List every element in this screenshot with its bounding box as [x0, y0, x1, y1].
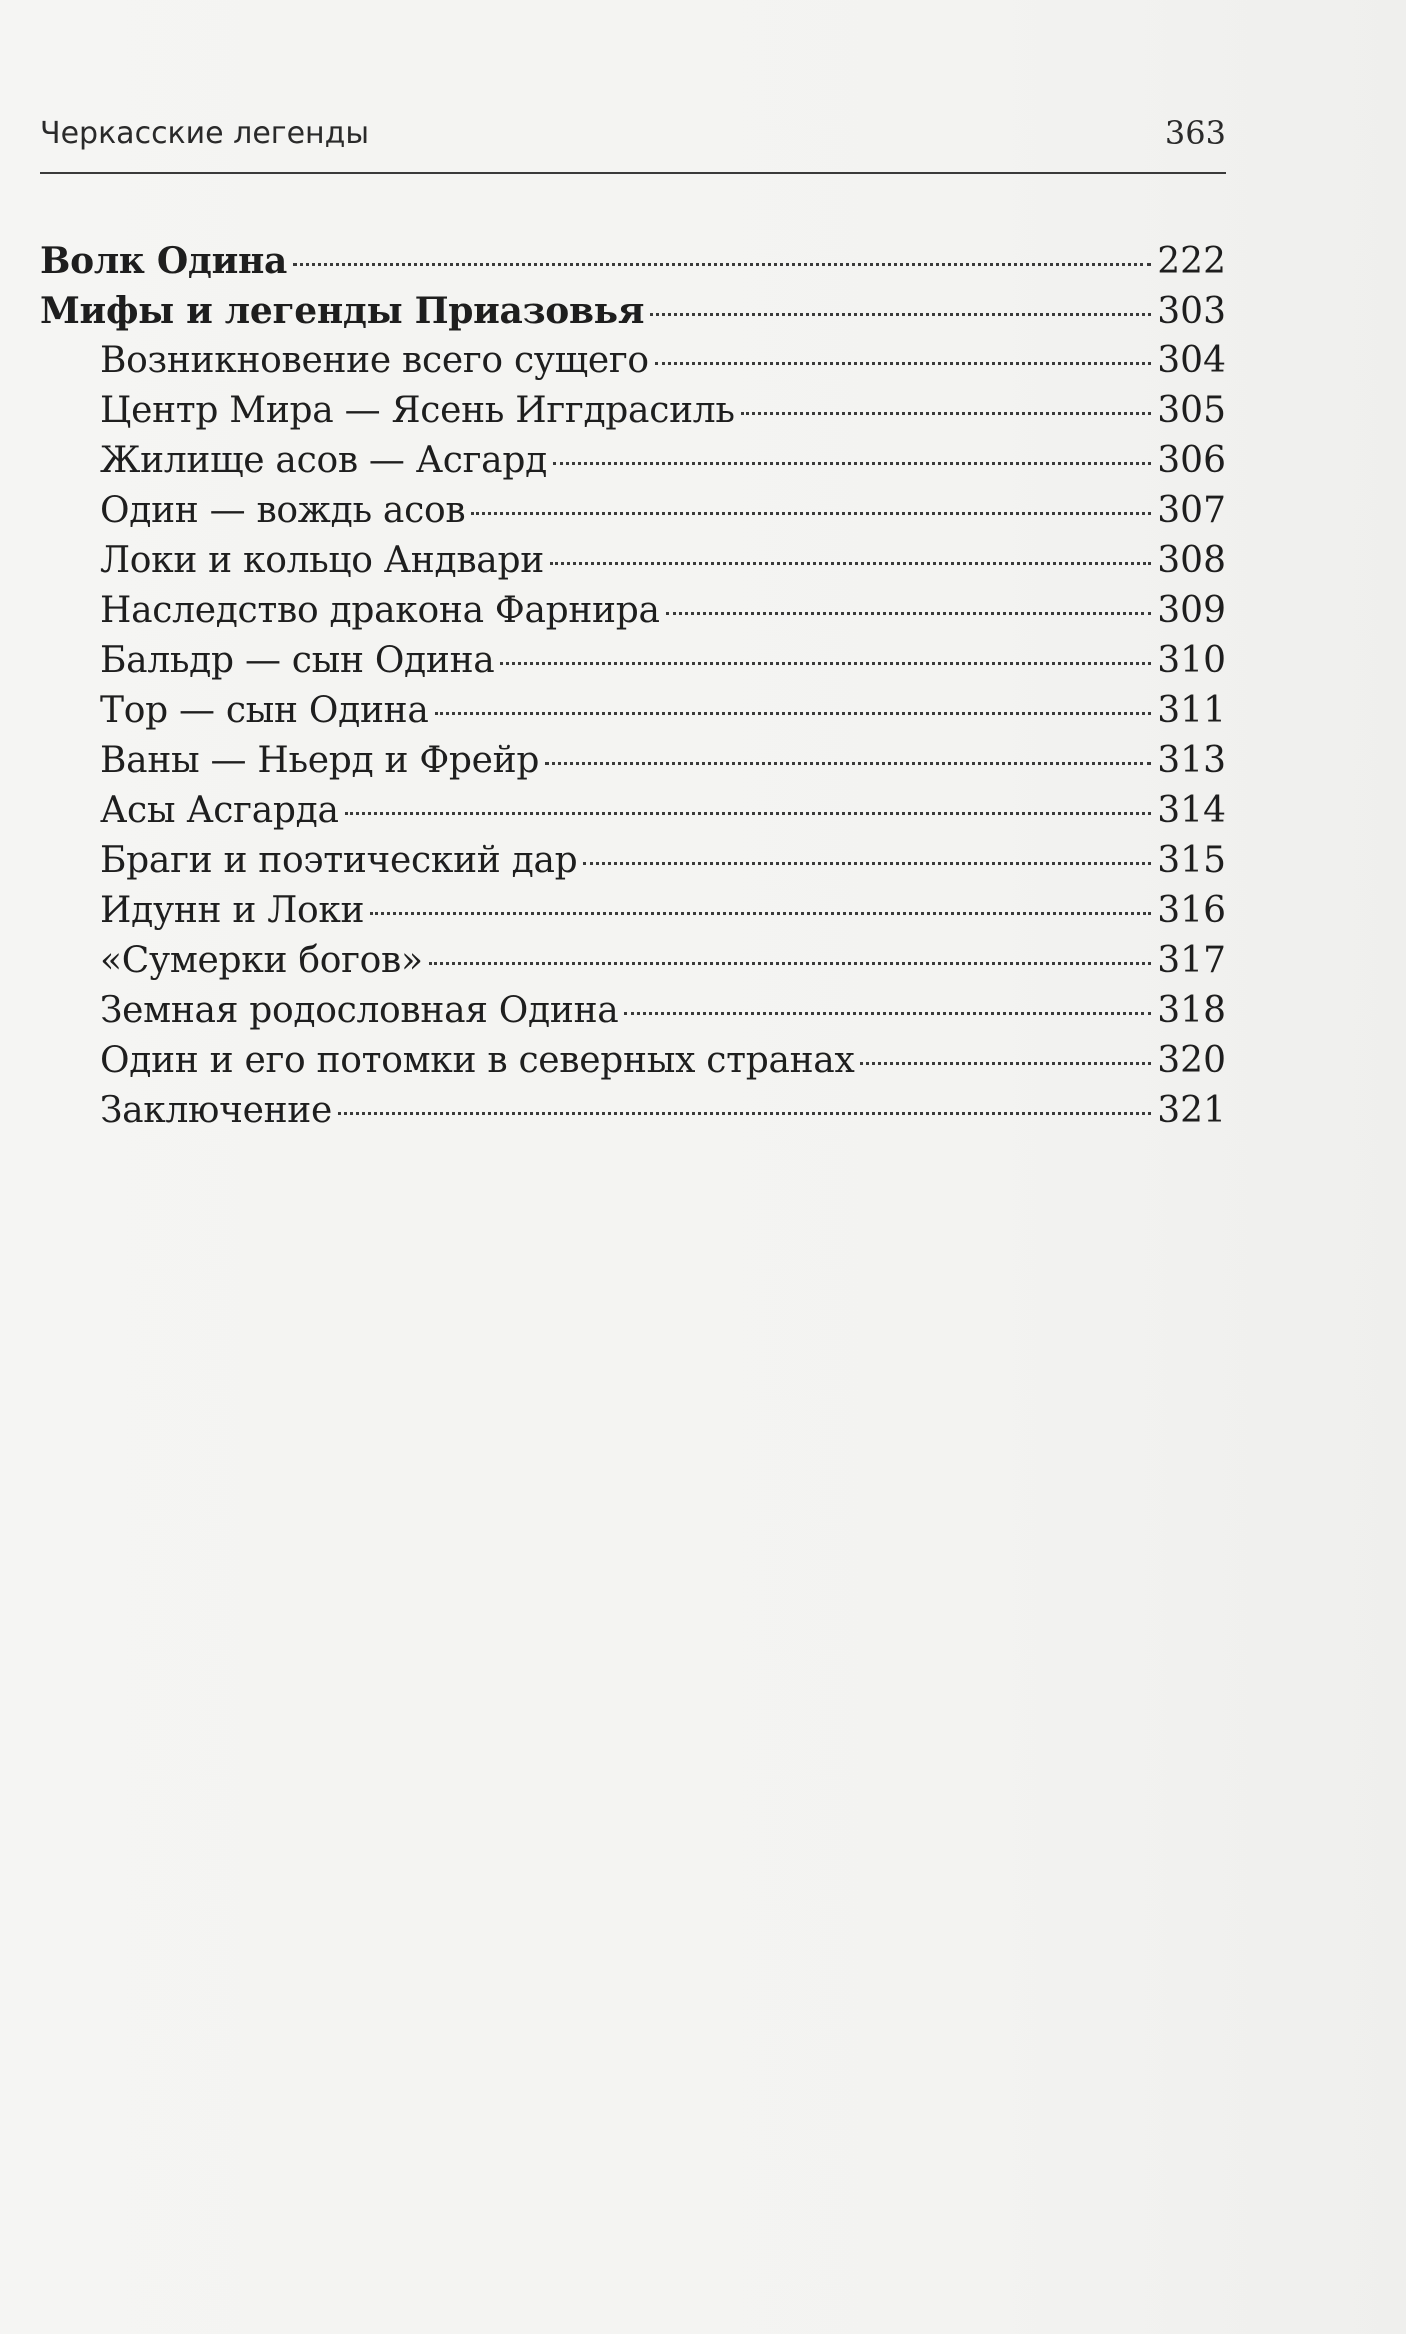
toc-entry-page: 222	[1157, 241, 1226, 282]
dot-leader	[370, 912, 1151, 915]
toc-entry-page: 321	[1157, 1090, 1226, 1131]
dot-leader	[500, 662, 1151, 665]
toc-entry-title: Тор — сын Одина	[100, 690, 429, 731]
table-of-contents	[40, 240, 1226, 1140]
dot-leader	[471, 512, 1151, 515]
toc-entry-page: 305	[1157, 390, 1226, 431]
header-divider	[40, 172, 1226, 174]
toc-entry-page: 309	[1157, 590, 1226, 631]
toc-entry-title: Браги и поэтический дар	[100, 840, 578, 881]
toc-subsection-entry	[40, 890, 1226, 940]
dot-leader	[650, 313, 1151, 316]
dot-leader	[550, 562, 1151, 565]
dot-leader	[553, 462, 1151, 465]
toc-subsection-entry	[40, 390, 1226, 440]
toc-entry-page: 311	[1157, 690, 1226, 731]
toc-subsection-entry	[40, 690, 1226, 740]
toc-entry-page: 304	[1157, 340, 1226, 381]
toc-entry-page: 320	[1157, 1040, 1226, 1081]
toc-subsection-entry	[40, 640, 1226, 690]
dot-leader	[345, 812, 1152, 815]
toc-entry-page: 303	[1157, 291, 1226, 332]
toc-entry-title: Ваны — Ньерд и Фрейр	[100, 740, 540, 781]
toc-subsection-entry	[40, 1090, 1226, 1140]
toc-entry-title: Волк Одина	[40, 240, 288, 282]
dot-leader	[435, 712, 1152, 715]
toc-entry-page: 317	[1157, 940, 1226, 981]
toc-subsection-entry	[40, 740, 1226, 790]
toc-entry-page: 307	[1157, 490, 1226, 531]
toc-entry-page: 315	[1157, 840, 1226, 881]
dot-leader	[429, 962, 1152, 965]
dot-leader	[741, 412, 1152, 415]
toc-entry-title: Один — вождь асов	[100, 490, 466, 531]
toc-section-entry	[40, 290, 1226, 340]
toc-entry-page: 306	[1157, 440, 1226, 481]
toc-subsection-entry	[40, 340, 1226, 390]
toc-entry-title: Заключение	[100, 1090, 333, 1131]
dot-leader	[624, 1012, 1151, 1015]
toc-subsection-entry	[40, 940, 1226, 990]
toc-entry-title: Наследство дракона Фарнира	[100, 590, 660, 631]
toc-subsection-entry	[40, 790, 1226, 840]
toc-subsection-entry	[40, 1040, 1226, 1090]
dot-leader	[583, 862, 1151, 865]
dot-leader	[655, 362, 1151, 365]
toc-entry-page: 313	[1157, 740, 1226, 781]
toc-subsection-entry	[40, 990, 1226, 1040]
toc-entry-title: «Сумерки богов»	[100, 940, 423, 981]
page-number: 363	[1164, 114, 1226, 152]
dot-leader	[860, 1062, 1151, 1065]
toc-entry-page: 310	[1157, 640, 1226, 681]
toc-entry-title: Мифы и легенды Приазовья	[40, 290, 645, 332]
toc-subsection-entry	[40, 440, 1226, 490]
toc-entry-page: 314	[1157, 790, 1226, 831]
toc-entry-title: Асы Асгарда	[100, 790, 339, 831]
toc-entry-title: Возникновение всего сущего	[100, 340, 649, 381]
toc-entry-title: Идунн и Локи	[100, 890, 365, 931]
toc-subsection-entry	[40, 840, 1226, 890]
toc-entry-title: Бальдр — сын Одина	[100, 640, 495, 681]
dot-leader	[293, 263, 1151, 266]
toc-subsection-entry	[40, 540, 1226, 590]
dot-leader	[545, 762, 1151, 765]
toc-entry-title: Центр Мира — Ясень Иггдрасиль	[100, 390, 735, 431]
toc-entry-title: Один и его потомки в северных странах	[100, 1040, 855, 1081]
toc-entry-page: 308	[1157, 540, 1226, 581]
toc-entry-page: 318	[1157, 990, 1226, 1031]
toc-subsection-entry	[40, 590, 1226, 640]
running-title: Черкасские легенды	[40, 116, 370, 151]
toc-entry-title: Жилище асов — Асгард	[100, 440, 547, 481]
toc-entry-title: Земная родословная Одина	[100, 990, 619, 1031]
toc-section-entry	[40, 240, 1226, 290]
toc-subsection-entry	[40, 490, 1226, 540]
page-header	[40, 108, 1226, 158]
toc-entry-page: 316	[1157, 890, 1226, 931]
dot-leader	[338, 1112, 1151, 1115]
dot-leader	[666, 612, 1152, 615]
toc-entry-title: Локи и кольцо Андвари	[100, 540, 544, 581]
